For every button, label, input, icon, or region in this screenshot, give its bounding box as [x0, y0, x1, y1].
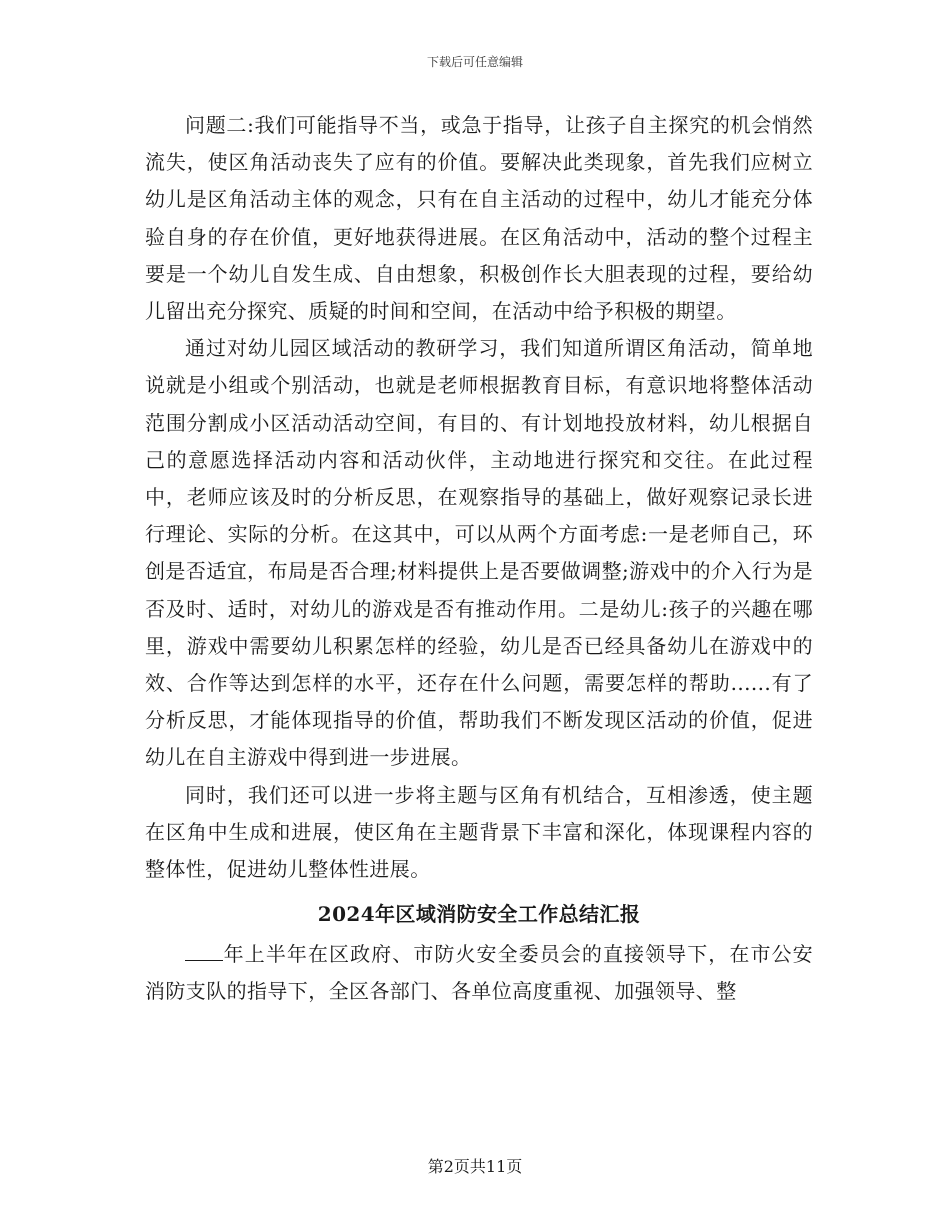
section-title: 2024年区域消防安全工作总结汇报 [317, 902, 641, 927]
paragraph-fire-safety-text: 年上半年在区政府、市防火安全委员会的直接领导下，在市公安消防支队的指导下，全区各部门、各单位高度重视、加强领导、整 [145, 942, 813, 1004]
document-body [145, 107, 813, 1011]
paragraph-problem-two: 问题二:我们可能指导不当，或急于指导，让孩子自主探究的机会悄然流失，使区角活动丧失了应有的价值。要解决此类现象，首先我们应树立幼儿是区角活动主体的观念，只有在自主活动的过程中，幼儿才能充分体验自身的存在价值，更好地获得进展。在区角活动中，活动的整个过程主要是一个幼儿自发生成、自由想象，积极创作长大胆表现的过程，要给幼儿留出充分探究、质疑的时间和空间，在活动中给予积极的期望。 [145, 113, 813, 324]
paragraph-theme-integration: 同时，我们还可以进一步将主题与区角有机结合，互相渗透，使主题在区角中生成和进展，使区角在主题背景下丰富和深化，体现课程内容的整体性，促进幼儿整体性进展。 [145, 782, 813, 882]
page-header-note: 下载后可任意编辑 [426, 55, 523, 69]
page-number: 第2页共11页 [427, 1157, 523, 1176]
fill-in-blank [185, 958, 223, 961]
paragraph-fire-safety-summary [145, 936, 813, 1010]
paragraph-research-study: 通过对幼儿园区域活动的教研学习，我们知道所谓区角活动，简单地说就是小组或个别活动，也就是老师根据教育目标，有意识地将整体活动范围分割成小区活动活动空间，有目的、有计划地投放材料，幼儿根据自己的意愿选择活动内容和活动伙伴，主动地进行探究和交往。在此过程中，老师应该及时的分析反思，在观察指导的基础上，做好观察记录长进行理论、实际的分析。在这其中，可以从两个方面考虑:一是老师自己，环创是否适宜，布局是否合理;材料提供上是否要做调整;游戏中的介入行为是否及时、适时，对幼儿的游戏是否有推动作用。二是幼儿:孩子的兴趣在哪里，游戏中需要幼儿积累怎样的经验，幼儿是否已经具备幼儿在游戏中的效、合作等达到怎样的水平，还存在什么问题，需要怎样的帮助......有了分析反思，才能体现指导的价值，帮助我们不断发现区活动的价值，促进幼儿在自主游戏中得到进一步进展。 [145, 336, 813, 770]
